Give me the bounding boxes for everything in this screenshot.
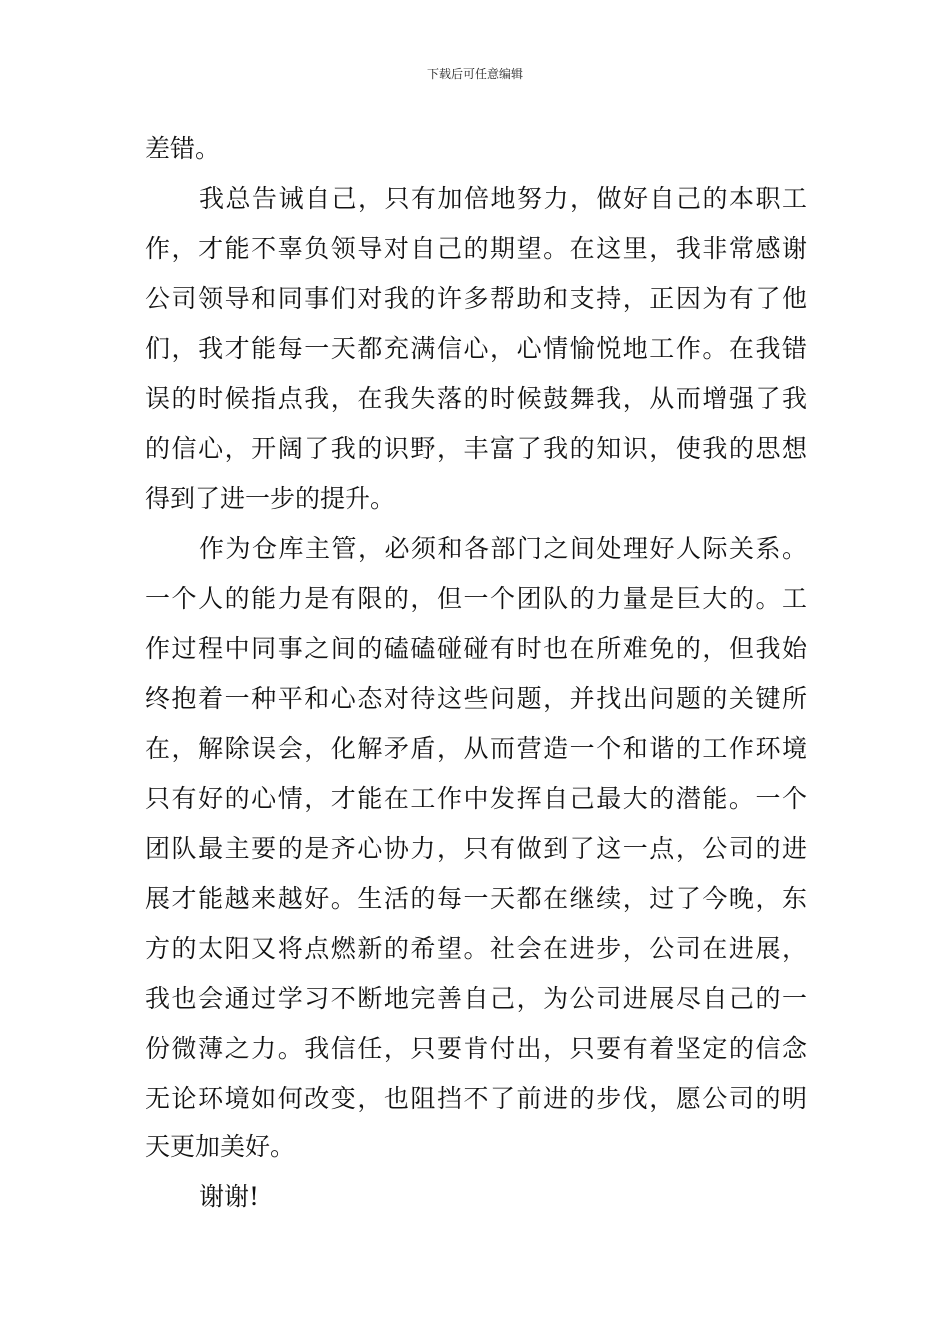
text-line: 方的太阳又将点燃新的希望。社会在进步，公司在进展， — [145, 934, 807, 963]
text-line: 得到了进一步的提升。 — [145, 484, 396, 513]
text-line: 我也会通过学习不断地完善自己，为公司进展尽自己的一 — [145, 984, 807, 1013]
text-line: 一个人的能力是有限的，但一个团队的力量是巨大的。工 — [145, 584, 807, 613]
text-line: 谢谢! — [199, 1182, 260, 1211]
text-line: 的信心，开阔了我的识野，丰富了我的知识，使我的思想 — [145, 434, 807, 463]
text-line: 在，解除误会，化解矛盾，从而营造一个和谐的工作环境 — [145, 734, 807, 763]
text-line: 我总告诫自己，只有加倍地努力，做好自己的本职工 — [199, 184, 807, 213]
text-line: 差错。 — [145, 134, 221, 163]
page-header: 下载后可任意编辑 — [426, 67, 523, 81]
text-line: 们，我才能每一天都充满信心，心情愉悦地工作。在我错 — [145, 334, 807, 363]
text-line: 作过程中同事之间的磕磕碰碰有时也在所难免的，但我始 — [145, 634, 807, 663]
text-line: 天更加美好。 — [145, 1132, 296, 1161]
text-line: 无论环境如何改变，也阻挡不了前进的步伐，愿公司的明 — [145, 1084, 807, 1113]
text-line: 作为仓库主管，必须和各部门之间处理好人际关系。 — [199, 534, 807, 563]
text-line: 公司领导和同事们对我的许多帮助和支持，正因为有了他 — [145, 284, 807, 313]
text-line: 只有好的心情，才能在工作中发挥自己最大的潜能。一个 — [145, 784, 807, 813]
text-line: 展才能越来越好。生活的每一天都在继续，过了今晚，东 — [145, 884, 807, 913]
text-line: 作，才能不辜负领导对自己的期望。在这里，我非常感谢 — [145, 234, 807, 263]
text-line: 份微薄之力。我信任，只要肯付出，只要有着坚定的信念 — [145, 1034, 807, 1063]
text-line: 终抱着一种平和心态对待这些问题，并找出问题的关键所 — [145, 684, 807, 713]
text-line: 误的时候指点我，在我失落的时候鼓舞我，从而增强了我 — [145, 384, 807, 413]
text-line: 团队最主要的是齐心协力，只有做到了这一点，公司的进 — [145, 834, 807, 863]
